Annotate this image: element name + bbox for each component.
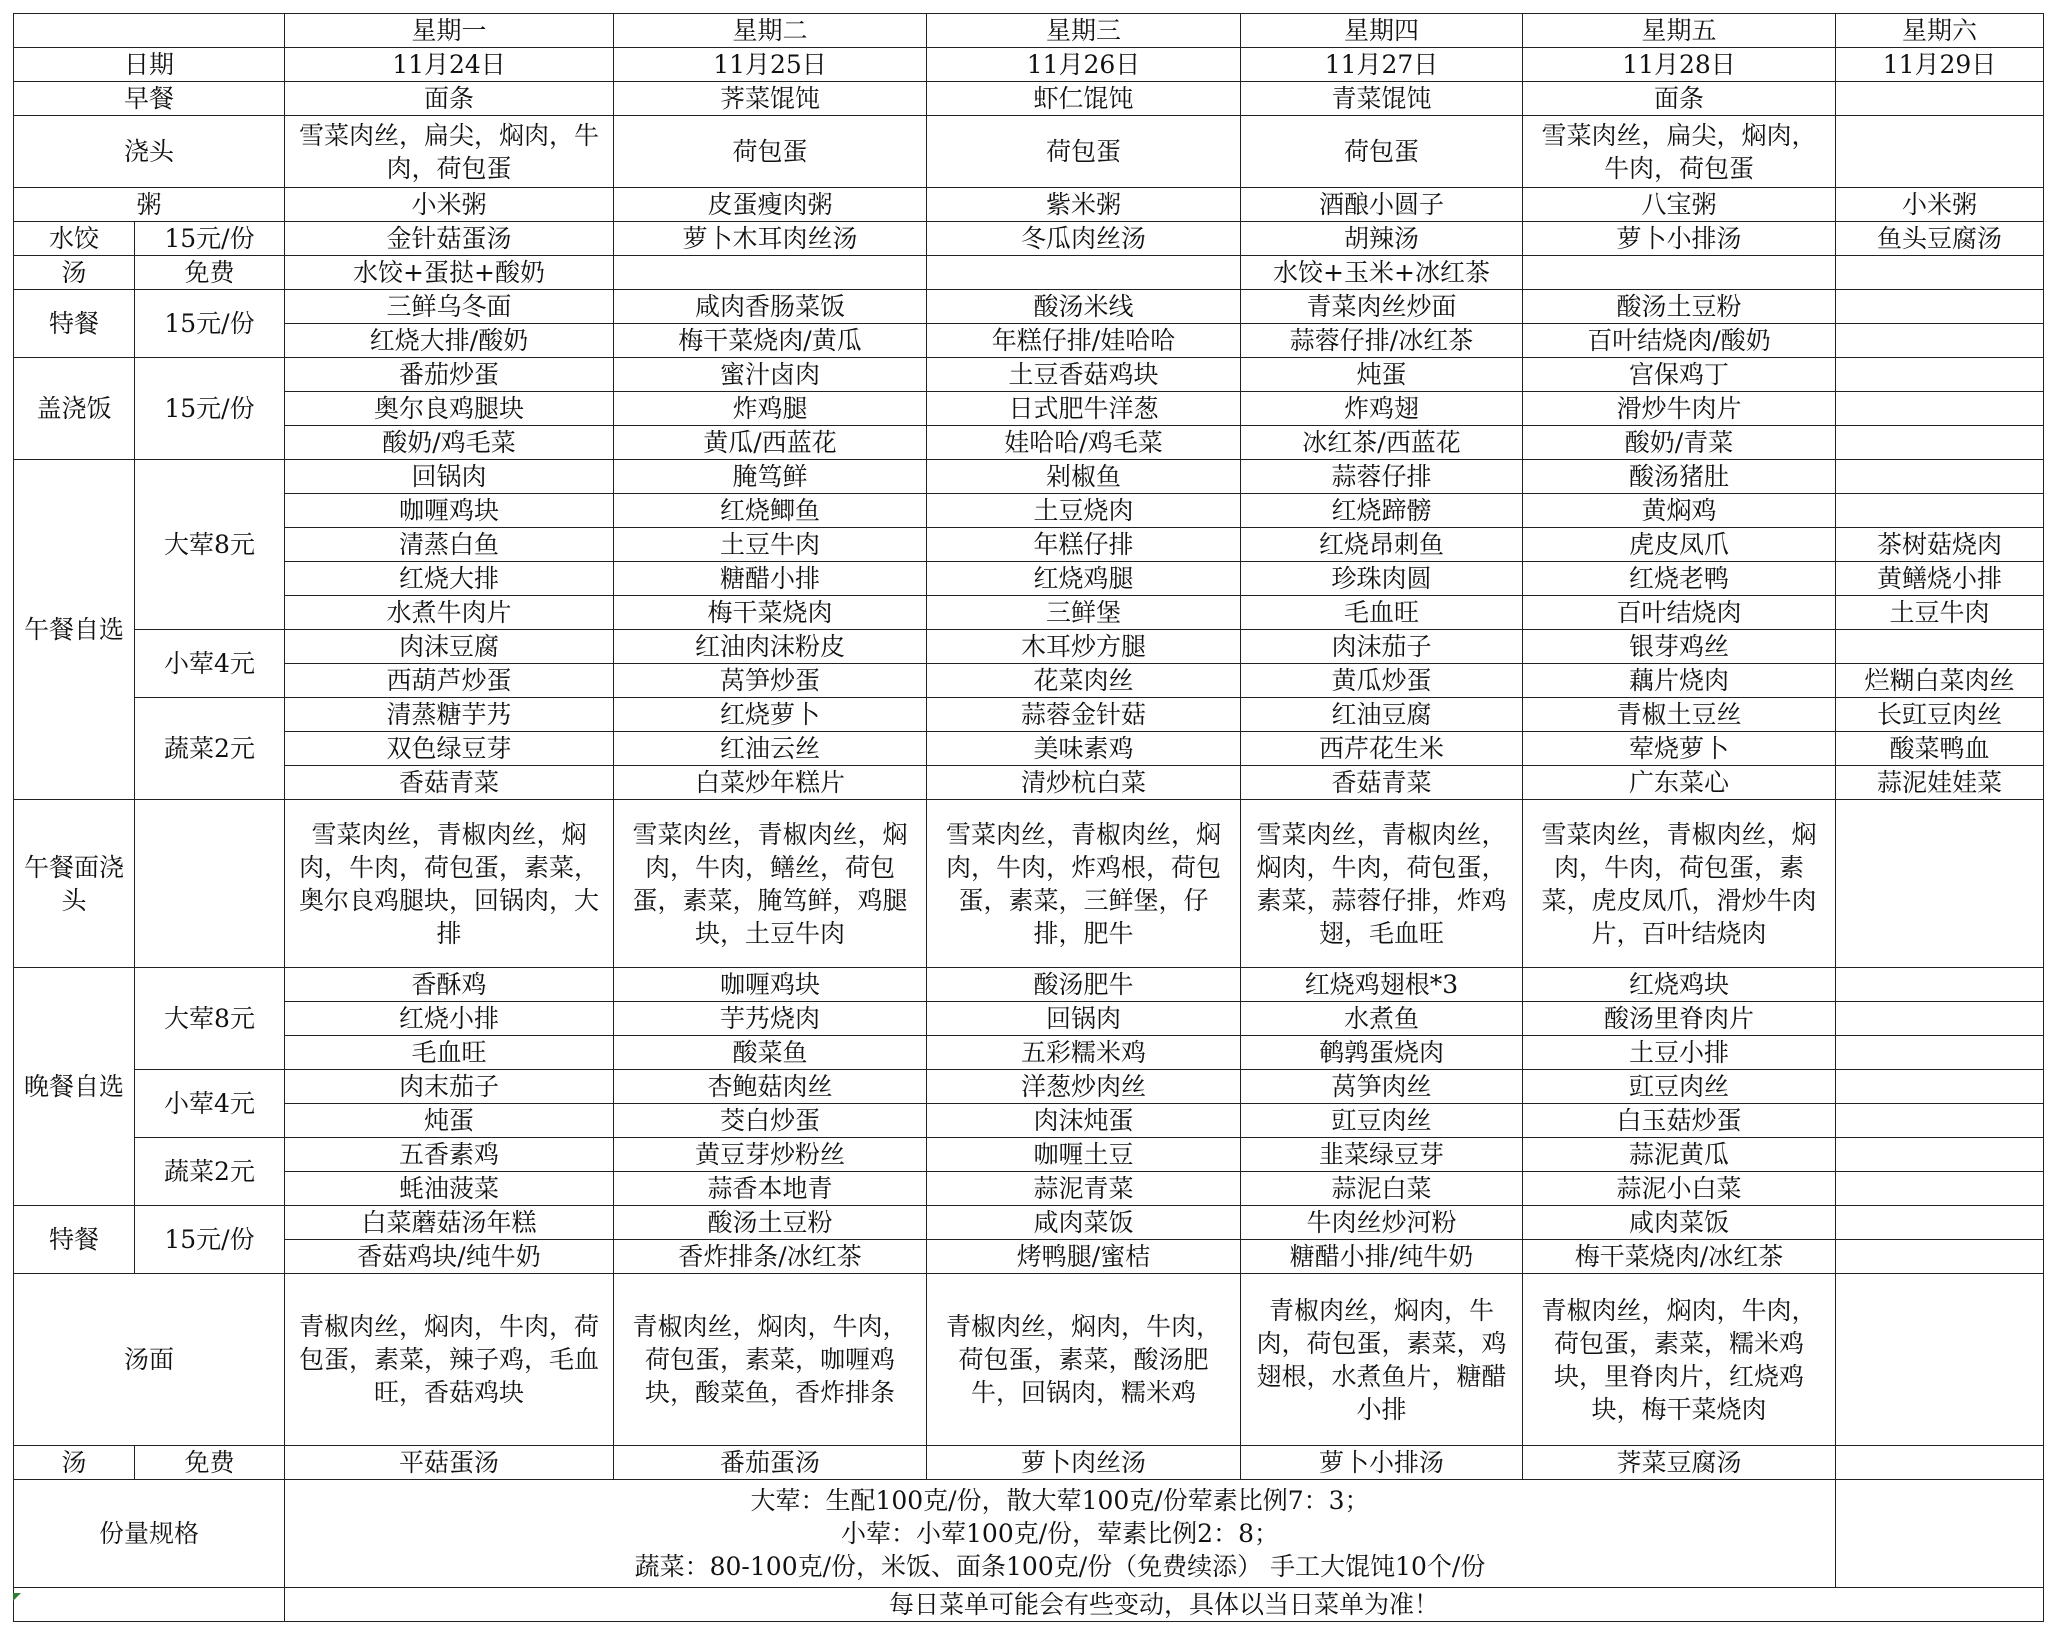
- day-cell: 剁椒鱼: [927, 460, 1241, 494]
- day-cell: 红烧昂刺鱼: [1241, 528, 1523, 562]
- day-cell: [927, 256, 1241, 290]
- day-cell: 黄焖鸡: [1523, 494, 1836, 528]
- table-row: [14, 188, 2044, 222]
- day-cell: 毛血旺: [1241, 596, 1523, 630]
- day-cell: 烂糊白菜肉丝: [1836, 664, 2044, 698]
- day-cell: 土豆香菇鸡块: [927, 358, 1241, 392]
- day-cell: [1836, 358, 2044, 392]
- day-cell: 美味素鸡: [927, 732, 1241, 766]
- day-cell: 荠菜豆腐汤: [1523, 1446, 1836, 1480]
- row-label-soup: 汤: [14, 1446, 135, 1480]
- day-cell: [614, 256, 927, 290]
- header-corner: [14, 14, 285, 48]
- day-cell: 咖喱鸡块: [614, 968, 927, 1002]
- day-cell: 茶树菇烧肉: [1836, 528, 2044, 562]
- day-cell: 香菇青菜: [285, 766, 614, 800]
- empty-cell: [14, 1588, 285, 1622]
- day-cell: 咖喱鸡块: [285, 494, 614, 528]
- day-cell: 萝卜肉丝汤: [927, 1446, 1241, 1480]
- row-label-special: 特餐: [14, 1206, 135, 1274]
- row-label-portion: 份量规格: [14, 1480, 285, 1588]
- day-cell: 蒜泥小白菜: [1523, 1172, 1836, 1206]
- day-cell: 蒜蓉仔排/冰红茶: [1241, 324, 1523, 358]
- day-cell: 萝卜小排汤: [1523, 222, 1836, 256]
- table-row: [14, 1070, 2044, 1104]
- day-cell: 荷包蛋: [614, 116, 927, 188]
- day-cell: 红油云丝: [614, 732, 927, 766]
- day-cell: 雪菜肉丝，青椒肉丝，焖肉，牛肉，荷包蛋，素菜，虎皮凤爪，滑炒牛肉片，百叶结烧肉: [1523, 800, 1836, 968]
- table-row: [14, 698, 2044, 732]
- day-cell: 洋葱炒肉丝: [927, 1070, 1241, 1104]
- day-cell: [1836, 1240, 2044, 1274]
- row-label-breakfast: 早餐: [14, 82, 285, 116]
- day-cell: 荤烧萝卜: [1523, 732, 1836, 766]
- row-label-special: 特餐: [14, 290, 135, 358]
- day-cell: 酸汤土豆粉: [614, 1206, 927, 1240]
- price-label: 15元/份: [135, 358, 285, 460]
- day-cell: 梅干菜烧肉/黄瓜: [614, 324, 927, 358]
- day-cell: 花菜肉丝: [927, 664, 1241, 698]
- day-cell: 雪菜肉丝，扁尖，焖肉，牛肉，荷包蛋: [285, 116, 614, 188]
- day-cell: 番茄蛋汤: [614, 1446, 927, 1480]
- day-cell: 清蒸糖芋艿: [285, 698, 614, 732]
- day-cell: 蒜蓉仔排: [1241, 460, 1523, 494]
- tier-label-big: 大荤8元: [135, 460, 285, 630]
- day-cell: 银芽鸡丝: [1523, 630, 1836, 664]
- day-cell: 长豇豆肉丝: [1836, 698, 2044, 732]
- table-row: [14, 1104, 2044, 1138]
- day-cell: [1836, 968, 2044, 1002]
- day-cell: 蚝油菠菜: [285, 1172, 614, 1206]
- day-cell: 清蒸白鱼: [285, 528, 614, 562]
- day-cell: 莴笋肉丝: [1241, 1070, 1523, 1104]
- table-row: [14, 290, 2044, 324]
- day-cell: 香菇青菜: [1241, 766, 1523, 800]
- row-label-rice-bowl: 盖浇饭: [14, 358, 135, 460]
- table-row: [14, 630, 2044, 664]
- day-cell: 蒜香本地青: [614, 1172, 927, 1206]
- day-cell: 酸汤里脊肉片: [1523, 1002, 1836, 1036]
- table-row: [14, 426, 2044, 460]
- day-cell: 豇豆肉丝: [1523, 1070, 1836, 1104]
- day-cell: 豇豆肉丝: [1241, 1104, 1523, 1138]
- day-cell: 红烧鸡翅根*3: [1241, 968, 1523, 1002]
- menu-body: [14, 14, 2044, 1622]
- day-cell: 土豆牛肉: [614, 528, 927, 562]
- table-row: [14, 766, 2044, 800]
- day-cell: 小米粥: [1836, 188, 2044, 222]
- day-cell: 莴笋炒蛋: [614, 664, 927, 698]
- day-cell: 酸奶/青菜: [1523, 426, 1836, 460]
- table-row: [14, 1446, 2044, 1480]
- day-cell: 面条: [1523, 82, 1836, 116]
- day-cell: 日式肥牛洋葱: [927, 392, 1241, 426]
- day-cell: 酸汤土豆粉: [1523, 290, 1836, 324]
- day-cell: 蒜泥黄瓜: [1523, 1138, 1836, 1172]
- table-row: [14, 1138, 2044, 1172]
- table-row: [14, 664, 2044, 698]
- price-label: 免费: [135, 1446, 285, 1480]
- price-label: 免费: [135, 256, 285, 290]
- empty-cell: [135, 800, 285, 968]
- day-cell: 五彩糯米鸡: [927, 1036, 1241, 1070]
- weekly-menu-table: [13, 13, 2044, 1622]
- day-cell: 三鲜乌冬面: [285, 290, 614, 324]
- day-cell: [1836, 290, 2044, 324]
- day-cell: 雪菜肉丝，青椒肉丝，焖肉，牛肉，荷包蛋，素菜，蒜蓉仔排，炸鸡翅，毛血旺: [1241, 800, 1523, 968]
- day-cell: 青菜肉丝炒面: [1241, 290, 1523, 324]
- tier-label-veg: 蔬菜2元: [135, 698, 285, 800]
- day-cell: [1836, 1104, 2044, 1138]
- day-cell: 娃哈哈/鸡毛菜: [927, 426, 1241, 460]
- corner-marker: [13, 1593, 21, 1601]
- table-row: [14, 800, 2044, 968]
- day-cell: 烤鸭腿/蜜桔: [927, 1240, 1241, 1274]
- day-cell: 藕片烧肉: [1523, 664, 1836, 698]
- day-cell: 青菜馄饨: [1241, 82, 1523, 116]
- table-row: [14, 392, 2044, 426]
- day-cell: 冬瓜肉丝汤: [927, 222, 1241, 256]
- day-cell: 芋艿烧肉: [614, 1002, 927, 1036]
- price-label: 15元/份: [135, 290, 285, 358]
- day-cell: 酸汤肥牛: [927, 968, 1241, 1002]
- day-cell: 雪菜肉丝，青椒肉丝，焖肉，牛肉，炸鸡根，荷包蛋，素菜，三鲜堡，仔排，肥牛: [927, 800, 1241, 968]
- day-cell: 雪菜肉丝，青椒肉丝，焖肉，牛肉，荷包蛋，素菜，奥尔良鸡腿块，回锅肉，大排: [285, 800, 614, 968]
- row-label-self-select: 午餐自选: [14, 460, 135, 800]
- day-cell: 茭白炒蛋: [614, 1104, 927, 1138]
- day-cell: 肉末茄子: [285, 1070, 614, 1104]
- table-row: [14, 14, 2044, 48]
- day-cell: 糖醋小排: [614, 562, 927, 596]
- day-cell: 红烧萝卜: [614, 698, 927, 732]
- date-header: 11月25日: [614, 48, 927, 82]
- day-cell: [1836, 426, 2044, 460]
- date-header: 11月27日: [1241, 48, 1523, 82]
- day-cell: 胡辣汤: [1241, 222, 1523, 256]
- day-cell: 雪菜肉丝，扁尖，焖肉，牛肉，荷包蛋: [1523, 116, 1836, 188]
- day-cell: 毛血旺: [285, 1036, 614, 1070]
- table-row: [14, 1206, 2044, 1240]
- day-cell: 酸汤米线: [927, 290, 1241, 324]
- price-label: 15元/份: [135, 222, 285, 256]
- day-cell: 荷包蛋: [1241, 116, 1523, 188]
- tier-label-small: 小荤4元: [135, 630, 285, 698]
- day-cell: 黄鳝烧小排: [1836, 562, 2044, 596]
- day-cell: 水饺+蛋挞+酸奶: [285, 256, 614, 290]
- table-row: [14, 1274, 2044, 1446]
- day-cell: 红烧蹄髈: [1241, 494, 1523, 528]
- date-header: 11月29日: [1836, 48, 2044, 82]
- tier-label-veg: 蔬菜2元: [135, 1138, 285, 1206]
- day-cell: 水煮鱼: [1241, 1002, 1523, 1036]
- table-row: [14, 1002, 2044, 1036]
- day-cell: 紫米粥: [927, 188, 1241, 222]
- day-cell: 酸菜鸭血: [1836, 732, 2044, 766]
- day-cell: 萝卜木耳肉丝汤: [614, 222, 927, 256]
- date-header: 11月26日: [927, 48, 1241, 82]
- day-cell: 青椒肉丝，焖肉，牛肉，荷包蛋，素菜，糯米鸡块，里脊肉片，红烧鸡块，梅干菜烧肉: [1523, 1274, 1836, 1446]
- portion-line: 蔬菜：80-100克/份，米饭、面条100克/份（免费续添） 手工大馄饨10个/份: [634, 1552, 1486, 1581]
- day-cell: 蒜泥青菜: [927, 1172, 1241, 1206]
- table-row: [14, 1480, 2044, 1588]
- weekday-header: 星期四: [1241, 14, 1523, 48]
- day-cell: 白菜炒年糕片: [614, 766, 927, 800]
- day-cell: [1836, 1002, 2044, 1036]
- day-cell: 韭菜绿豆芽: [1241, 1138, 1523, 1172]
- day-cell: 八宝粥: [1523, 188, 1836, 222]
- tier-label-big: 大荤8元: [135, 968, 285, 1070]
- row-label-soup-noodle: 汤面: [14, 1274, 285, 1446]
- row-label-soup: 汤: [14, 256, 135, 290]
- day-cell: [1836, 324, 2044, 358]
- day-cell: 雪菜肉丝，青椒肉丝，焖肉，牛肉，鳝丝，荷包蛋，素菜，腌笃鲜，鸡腿块，土豆牛肉: [614, 800, 927, 968]
- day-cell: 金针菇蛋汤: [285, 222, 614, 256]
- day-cell: 面条: [285, 82, 614, 116]
- table-row: [14, 460, 2044, 494]
- day-cell: 咖喱土豆: [927, 1138, 1241, 1172]
- table-row: [14, 358, 2044, 392]
- weekday-header: 星期六: [1836, 14, 2044, 48]
- day-cell: [1836, 1036, 2044, 1070]
- day-cell: 酸奶/鸡毛菜: [285, 426, 614, 460]
- empty-cell: [1836, 1480, 2044, 1588]
- portion-line: 大荤：生配100克/份，散大荤100克/份荤素比例7：3；: [750, 1486, 1370, 1515]
- day-cell: 酒酿小圆子: [1241, 188, 1523, 222]
- day-cell: 虾仁馄饨: [927, 82, 1241, 116]
- day-cell: 红油肉沫粉皮: [614, 630, 927, 664]
- day-cell: [1836, 460, 2044, 494]
- day-cell: 青椒肉丝，焖肉，牛肉，荷包蛋，素菜，咖喱鸡块，酸菜鱼，香炸排条: [614, 1274, 927, 1446]
- day-cell: 白菜蘑菇汤年糕: [285, 1206, 614, 1240]
- table-row: [14, 562, 2044, 596]
- day-cell: 鱼头豆腐汤: [1836, 222, 2044, 256]
- day-cell: 青椒肉丝，焖肉，牛肉，荷包蛋，素菜，鸡翅根，水煮鱼片，糖醋小排: [1241, 1274, 1523, 1446]
- day-cell: 蒜泥娃娃菜: [1836, 766, 2044, 800]
- day-cell: 肉沫炖蛋: [927, 1104, 1241, 1138]
- table-row: [14, 528, 2044, 562]
- day-cell: 冰红茶/西蓝花: [1241, 426, 1523, 460]
- row-label-lunch-noodle: 午餐面浇头: [14, 800, 135, 968]
- day-cell: [1836, 630, 2044, 664]
- day-cell: 黄瓜炒蛋: [1241, 664, 1523, 698]
- weekday-header: 星期二: [614, 14, 927, 48]
- day-cell: 鹌鹑蛋烧肉: [1241, 1036, 1523, 1070]
- day-cell: 回锅肉: [927, 1002, 1241, 1036]
- row-label-dumplings: 水饺: [14, 222, 135, 256]
- table-row: [14, 732, 2044, 766]
- day-cell: [1836, 1138, 2044, 1172]
- day-cell: 百叶结烧肉: [1523, 596, 1836, 630]
- price-label: 15元/份: [135, 1206, 285, 1274]
- day-cell: 青椒肉丝，焖肉，牛肉，荷包蛋，素菜，酸汤肥牛，回锅肉，糯米鸡: [927, 1274, 1241, 1446]
- day-cell: 水煮牛肉片: [285, 596, 614, 630]
- table-row: [14, 48, 2044, 82]
- day-cell: 青椒土豆丝: [1523, 698, 1836, 732]
- row-label-topping: 浇头: [14, 116, 285, 188]
- day-cell: [1836, 1172, 2044, 1206]
- day-cell: 皮蛋瘦肉粥: [614, 188, 927, 222]
- day-cell: 梅干菜烧肉: [614, 596, 927, 630]
- footer-note: 每日菜单可能会有些变动，具体以当日菜单为准！: [285, 1588, 2044, 1622]
- day-cell: 红烧鸡块: [1523, 968, 1836, 1002]
- tier-label-small: 小荤4元: [135, 1070, 285, 1138]
- table-row: [14, 1588, 2044, 1622]
- day-cell: [1836, 1070, 2044, 1104]
- day-cell: [1523, 256, 1836, 290]
- day-cell: [1836, 800, 2044, 968]
- weekday-header: 星期一: [285, 14, 614, 48]
- table-row: [14, 324, 2044, 358]
- day-cell: 西葫芦炒蛋: [285, 664, 614, 698]
- date-header: 11月24日: [285, 48, 614, 82]
- day-cell: 红烧老鸭: [1523, 562, 1836, 596]
- row-label-self-select: 晚餐自选: [14, 968, 135, 1206]
- day-cell: 土豆烧肉: [927, 494, 1241, 528]
- table-row: [14, 1036, 2044, 1070]
- day-cell: 炖蛋: [285, 1104, 614, 1138]
- table-row: [14, 1172, 2044, 1206]
- day-cell: 酸菜鱼: [614, 1036, 927, 1070]
- day-cell: 糖醋小排/纯牛奶: [1241, 1240, 1523, 1274]
- day-cell: [1836, 82, 2044, 116]
- day-cell: 小米粥: [285, 188, 614, 222]
- day-cell: 年糕仔排: [927, 528, 1241, 562]
- day-cell: 蒜泥白菜: [1241, 1172, 1523, 1206]
- day-cell: [1836, 116, 2044, 188]
- day-cell: 珍珠肉圆: [1241, 562, 1523, 596]
- day-cell: 木耳炒方腿: [927, 630, 1241, 664]
- table-row: [14, 222, 2044, 256]
- day-cell: 青椒肉丝，焖肉，牛肉，荷包蛋，素菜，辣子鸡，毛血旺，香菇鸡块: [285, 1274, 614, 1446]
- day-cell: 回锅肉: [285, 460, 614, 494]
- day-cell: 牛肉丝炒河粉: [1241, 1206, 1523, 1240]
- day-cell: 肉沫茄子: [1241, 630, 1523, 664]
- table-row: [14, 116, 2044, 188]
- day-cell: 香菇鸡块/纯牛奶: [285, 1240, 614, 1274]
- table-row: [14, 1240, 2044, 1274]
- day-cell: [1836, 1206, 2044, 1240]
- row-label-porridge: 粥: [14, 188, 285, 222]
- day-cell: 咸肉菜饭: [927, 1206, 1241, 1240]
- date-label: 日期: [14, 48, 285, 82]
- day-cell: 红油豆腐: [1241, 698, 1523, 732]
- day-cell: 百叶结烧肉/酸奶: [1523, 324, 1836, 358]
- portion-line: 小荤：小荤100克/份，荤素比例2：8；: [841, 1519, 1279, 1548]
- day-cell: 红烧小排: [285, 1002, 614, 1036]
- day-cell: 红烧鲫鱼: [614, 494, 927, 528]
- portion-spec: [285, 1480, 1836, 1588]
- day-cell: 奥尔良鸡腿块: [285, 392, 614, 426]
- day-cell: 白玉菇炒蛋: [1523, 1104, 1836, 1138]
- day-cell: 炖蛋: [1241, 358, 1523, 392]
- day-cell: 五香素鸡: [285, 1138, 614, 1172]
- day-cell: 番茄炒蛋: [285, 358, 614, 392]
- day-cell: 双色绿豆芽: [285, 732, 614, 766]
- table-row: [14, 968, 2044, 1002]
- day-cell: 土豆牛肉: [1836, 596, 2044, 630]
- day-cell: 宫保鸡丁: [1523, 358, 1836, 392]
- day-cell: [1836, 256, 2044, 290]
- day-cell: 水饺+玉米+冰红茶: [1241, 256, 1523, 290]
- day-cell: 黄豆芽炒粉丝: [614, 1138, 927, 1172]
- table-row: [14, 596, 2044, 630]
- day-cell: 滑炒牛肉片: [1523, 392, 1836, 426]
- weekday-header: 星期三: [927, 14, 1241, 48]
- day-cell: 西芹花生米: [1241, 732, 1523, 766]
- day-cell: 蜜汁卤肉: [614, 358, 927, 392]
- day-cell: 红烧大排: [285, 562, 614, 596]
- day-cell: 红烧大排/酸奶: [285, 324, 614, 358]
- day-cell: 年糕仔排/娃哈哈: [927, 324, 1241, 358]
- day-cell: 炸鸡腿: [614, 392, 927, 426]
- day-cell: 萝卜小排汤: [1241, 1446, 1523, 1480]
- day-cell: 荷包蛋: [927, 116, 1241, 188]
- day-cell: 三鲜堡: [927, 596, 1241, 630]
- day-cell: 广东菜心: [1523, 766, 1836, 800]
- day-cell: 荠菜馄饨: [614, 82, 927, 116]
- day-cell: 黄瓜/西蓝花: [614, 426, 927, 460]
- day-cell: [1836, 1274, 2044, 1446]
- day-cell: [1836, 1446, 2044, 1480]
- day-cell: 土豆小排: [1523, 1036, 1836, 1070]
- day-cell: 杏鲍菇肉丝: [614, 1070, 927, 1104]
- day-cell: 酸汤猪肚: [1523, 460, 1836, 494]
- table-row: [14, 82, 2044, 116]
- day-cell: 清炒杭白菜: [927, 766, 1241, 800]
- day-cell: [1836, 392, 2044, 426]
- day-cell: 炸鸡翅: [1241, 392, 1523, 426]
- day-cell: 虎皮凤爪: [1523, 528, 1836, 562]
- day-cell: 腌笃鲜: [614, 460, 927, 494]
- day-cell: 香酥鸡: [285, 968, 614, 1002]
- day-cell: 咸肉菜饭: [1523, 1206, 1836, 1240]
- day-cell: 肉沫豆腐: [285, 630, 614, 664]
- weekday-header: 星期五: [1523, 14, 1836, 48]
- day-cell: 梅干菜烧肉/冰红茶: [1523, 1240, 1836, 1274]
- day-cell: 香炸排条/冰红茶: [614, 1240, 927, 1274]
- day-cell: 红烧鸡腿: [927, 562, 1241, 596]
- day-cell: 咸肉香肠菜饭: [614, 290, 927, 324]
- day-cell: 蒜蓉金针菇: [927, 698, 1241, 732]
- table-row: [14, 256, 2044, 290]
- day-cell: 平菇蛋汤: [285, 1446, 614, 1480]
- table-row: [14, 494, 2044, 528]
- day-cell: [1836, 494, 2044, 528]
- date-header: 11月28日: [1523, 48, 1836, 82]
